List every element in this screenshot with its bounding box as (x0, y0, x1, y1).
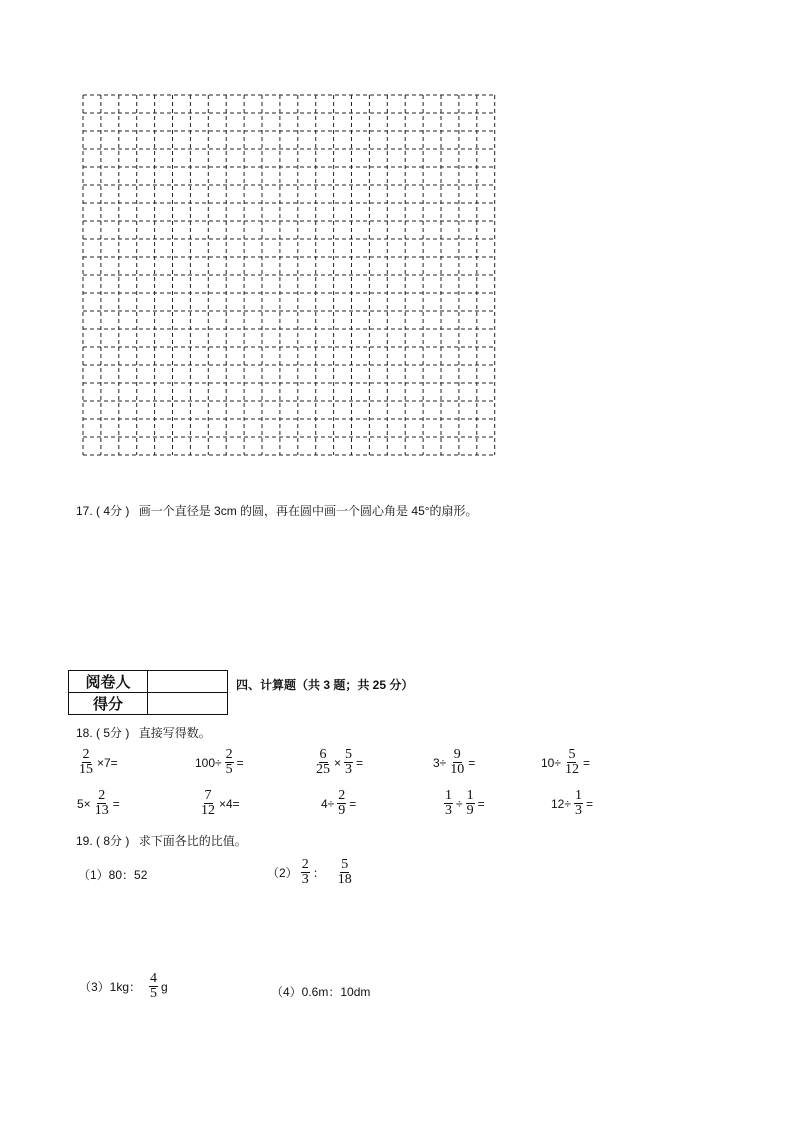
grader-label: 阅卷人 (69, 671, 148, 693)
calc-expression: 5× $\frac{2}{13}$ = (77, 788, 120, 818)
fraction: $\frac{4}{5}$ (150, 971, 158, 1001)
ratio-item-2: （2） $\frac{2}{3}$ ： $\frac{5}{18}$ (267, 857, 352, 887)
calc-expression: 100÷ $\frac{2}{5}$ = (195, 747, 244, 777)
score-table (68, 670, 228, 715)
fraction: $\frac{6}{25}$ (316, 747, 330, 777)
question-points: ( 5分 ) (96, 726, 130, 740)
calc-expression: $\frac{2}{15}$ ×7= (79, 747, 118, 777)
fraction: $\frac{5}{3}$ (345, 747, 353, 777)
dashed-grid (78, 90, 498, 460)
grader-field[interactable] (148, 671, 228, 693)
fraction: $\frac{5}{12}$ (564, 747, 579, 777)
fraction: $\frac{9}{10}$ (450, 747, 465, 777)
ratio-item-4: （4）0.6m：10dm (271, 985, 371, 999)
calc-expression: $\frac{7}{12}$ ×4= (201, 788, 240, 818)
question-number: 18. (76, 726, 93, 740)
fraction: $\frac{1}{3}$ (445, 788, 452, 818)
fraction: $\frac{2}{3}$ (301, 857, 309, 887)
calc-expression: 12÷ $\frac{1}{3}$ = (551, 788, 593, 818)
question-text: 直接写得数。 (138, 726, 211, 740)
calc-expression: 10÷ $\frac{5}{12}$ = (541, 747, 590, 777)
question-text: 画一个直径是 3cm 的圆，再在圆中画一个圆心角是 45°的扇形。 (138, 504, 478, 518)
fraction: $\frac{2}{15}$ (79, 747, 93, 777)
ratio-item-1: （1）80：52 (78, 868, 148, 882)
question-18 (76, 724, 211, 741)
calc-expression: $\frac{6}{25}$ × $\frac{5}{3}$ = (316, 747, 364, 777)
fraction: $\frac{5}{18}$ (337, 857, 352, 887)
question-19 (76, 832, 247, 849)
question-points: ( 8分 ) (96, 834, 130, 848)
question-number: 17. (76, 504, 93, 518)
calc-expression: 3÷ $\frac{9}{10}$ = (433, 747, 476, 777)
question-17 (76, 502, 478, 519)
fraction: $\frac{1}{9}$ (466, 788, 474, 818)
fraction: $\frac{7}{12}$ (201, 788, 215, 818)
calc-expression: $\frac{1}{3}$ ÷ $\frac{1}{9}$ = (445, 788, 485, 818)
question-points: ( 4分 ) (96, 504, 130, 518)
fraction: $\frac{2}{5}$ (225, 747, 233, 777)
ratio-item-3: （3）1kg： $\frac{4}{5}$ g (79, 971, 168, 1001)
score-field[interactable] (148, 693, 228, 715)
calc-expression: 4÷ $\frac{2}{9}$ = (321, 788, 357, 818)
score-label: 得分 (69, 693, 148, 715)
section-title: 四、计算题（共 3 题；共 25 分） (236, 678, 414, 692)
question-text: 求下面各比的比值。 (138, 834, 247, 848)
fraction: $\frac{1}{3}$ (574, 788, 582, 818)
fraction: $\frac{2}{9}$ (338, 788, 346, 818)
fraction: $\frac{2}{13}$ (94, 788, 109, 818)
question-number: 19. (76, 834, 93, 848)
